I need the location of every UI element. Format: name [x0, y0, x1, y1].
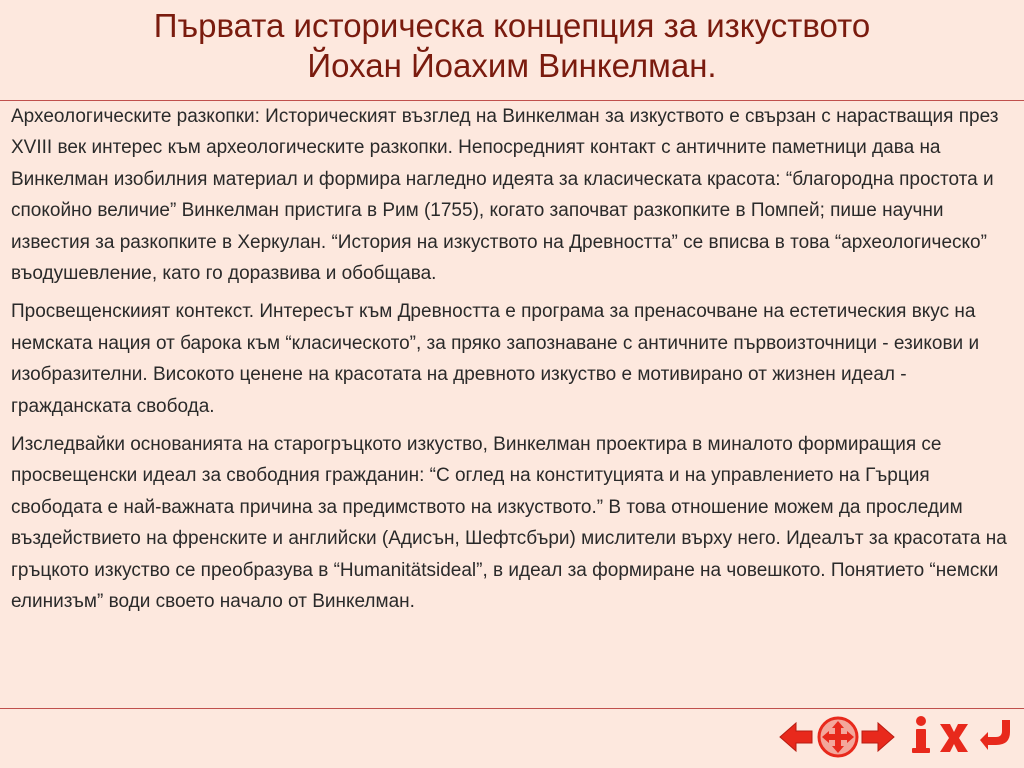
arrow-right-icon — [858, 712, 898, 762]
paragraph-enlightenment: Просвещенскиият контекст. Интересът към Древността е програма за пренасочване на естетическия вкус на немската нация от барока към “класическото”, за пряко запознаване с античните първоизточници - езикови и изобразителни. Високото ценене на красотата на древното изкуство е мотивирано от жизнен идеал - гражданската свобода. — [11, 301, 980, 417]
return-button[interactable] — [974, 712, 1014, 762]
next-button[interactable] — [858, 712, 898, 762]
arrow-left-icon — [776, 712, 816, 762]
slide-title-line-2: Йохан Йоахим Винкелман. — [307, 47, 717, 84]
home-button[interactable] — [814, 712, 862, 762]
previous-button[interactable] — [776, 712, 816, 762]
info-icon — [908, 712, 934, 762]
home-cross-icon — [814, 712, 862, 762]
slide-title — [0, 6, 1024, 86]
paragraph-greek-art: Изследвайки основанията на старогръцкото изкуство, Винкелман проектира в миналото формиращия се просвещенски идеал за свободния гражданин: “С оглед на конституцията и на управлението на Гърция свободата е най-важната причина за предимството на изкуството.” В това отношение можем да проследим въздействието на френските и английски (Адисън, Шефтсбъри) мислители върху него. Идеалът за красотата на гръцкото изкуство се преобразува в “Humanitätsideal”, в идеал за формиране на човешкото. Понятието “немски елинизъм” води своето начало от Винкелман. — [11, 434, 1007, 613]
info-button[interactable] — [908, 712, 934, 762]
return-icon — [974, 712, 1014, 762]
slide-title-line-1: Първата историческа концепция за изкуството — [153, 7, 871, 44]
slide-body — [11, 101, 1017, 625]
exit-button[interactable] — [936, 712, 972, 762]
close-icon — [936, 712, 972, 762]
paragraph-archaeology: Археологическите разкопки: Историческият възглед на Винкелман за изкуството е свързан с нарастващия през XVIII век интерес към археологическите разкопки. Непосредният контакт с античните паметници дава на Винкелман изобилния материал и формира нагледно идеята за класическата красота: “благородна простота и спокойно величие” Винкелман пристига в Рим (1755), когато започват разкопките в Помпей; пише научни известия за разкопките в Херкулан. “История на изкуството на Древността” се вписва в това “археологическо” въодушевление, като го доразвива и обобщава. — [11, 106, 999, 285]
bottom-divider — [0, 708, 1024, 709]
